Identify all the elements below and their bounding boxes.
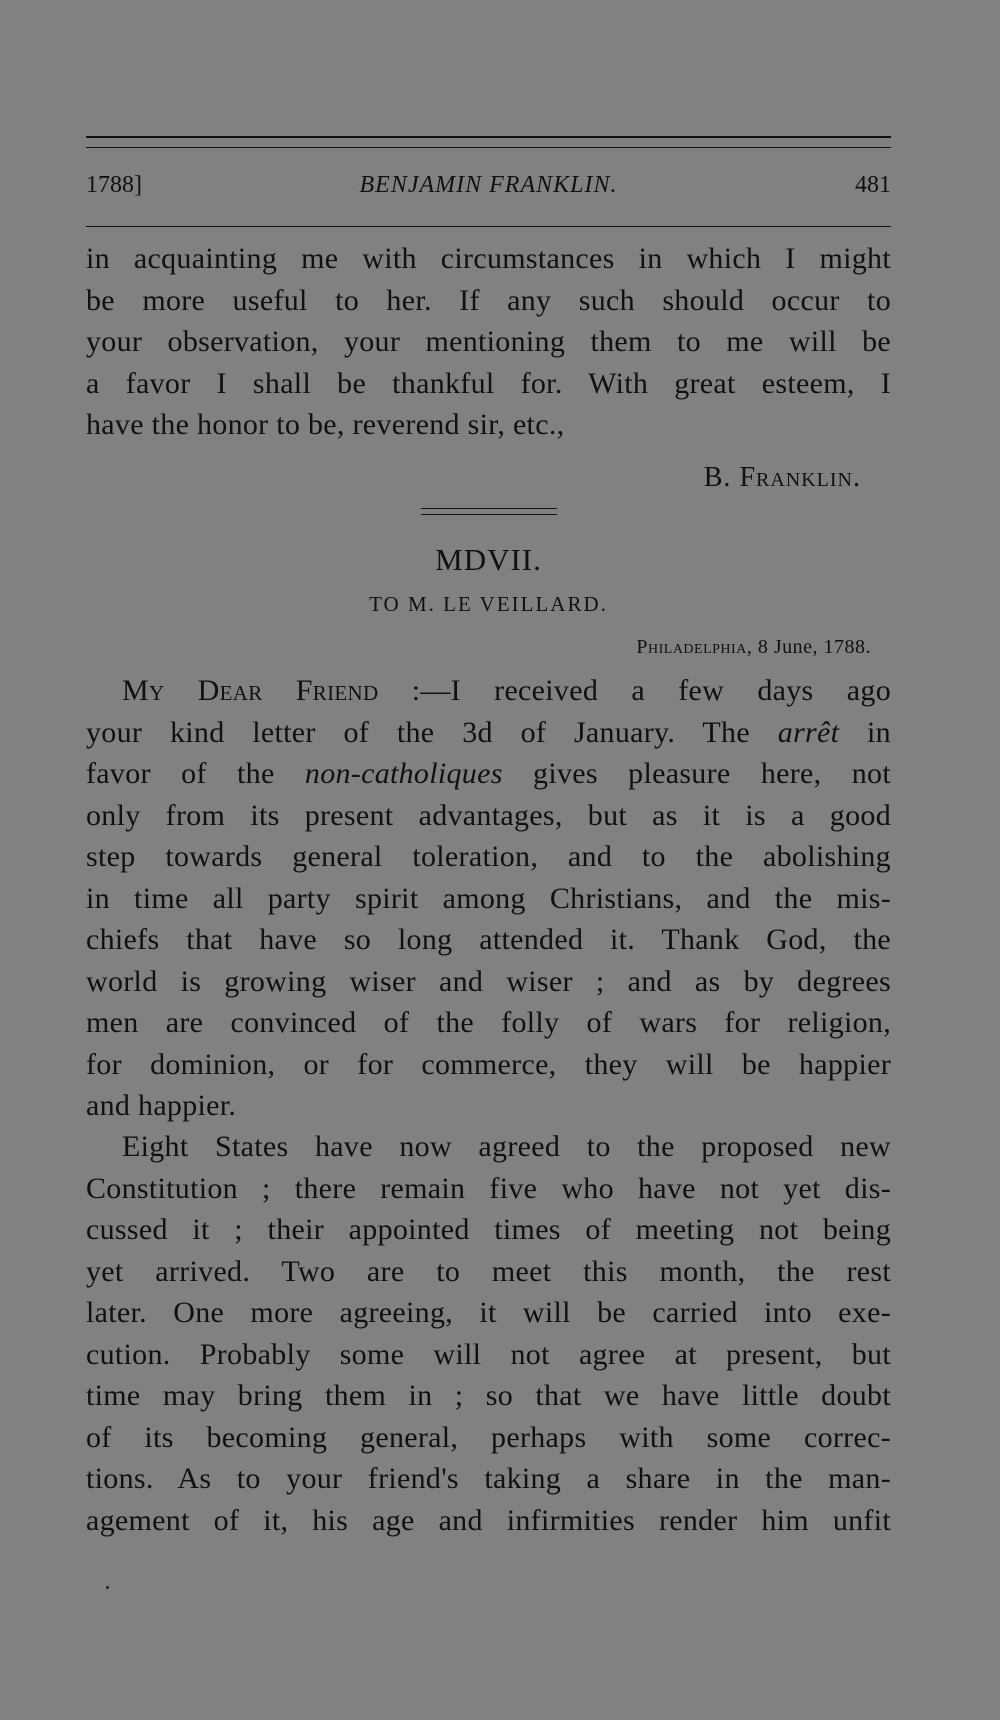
dateline (636, 636, 871, 659)
running-head-year: 1788] (86, 172, 142, 198)
letter-paragraph-2 (86, 1126, 891, 1541)
text-line: be more useful to her. If any such should occur to (86, 283, 891, 317)
letter-paragraph-1 (86, 670, 891, 1127)
text-fragment: in (839, 715, 891, 749)
print-speck (106, 1586, 109, 1589)
running-head (86, 172, 891, 212)
text-fragment: gives pleasure here, not (502, 757, 891, 790)
text-line: later. One more agreeing, it will be carried into exe- (86, 1296, 891, 1329)
text-fragment: :—I received a few days ago (411, 674, 891, 707)
text-line: world is growing wiser and wiser ; and as by degrees (86, 964, 891, 998)
text-line: only from its present advantages, but as it is a good (86, 798, 891, 832)
text-line: men are convinced of the folly of wars for religion, (86, 1006, 891, 1039)
text-line: Constitution ; there remain five who have not yet dis- (86, 1171, 891, 1205)
dateline-place: Philadelphia, (636, 636, 753, 658)
running-head-title: BENJAMIN FRANKLIN. (359, 172, 618, 198)
text-line (86, 712, 891, 754)
letter-recipient: TO M. LE VEILLARD. (369, 592, 608, 616)
text-line: a favor I shall be thankful for. With great esteem, I (86, 366, 891, 400)
text-line: chiefs that have so long attended it. Thank God, the (86, 923, 891, 956)
signature-surname: Franklin. (739, 462, 861, 493)
dateline-date: 8 June, 1788. (757, 636, 871, 658)
text-line: your observation, your mentioning them to me will be (86, 325, 891, 358)
signature-initial: B. (703, 462, 732, 493)
text-fragment: your kind letter of the 3d of January. The (86, 715, 778, 749)
text-line: of its becoming general, perhaps with some correc- (86, 1420, 891, 1454)
signature (704, 462, 861, 494)
text-line: yet arrived. Two are to meet this month, the rest (86, 1254, 891, 1288)
italic-term-arret: arrêt (777, 715, 840, 749)
text-line: tions. As to your friend's taking a share in the man- (86, 1462, 891, 1495)
text-line: Eight States have now agreed to the proposed new (122, 1130, 891, 1163)
text-line: in acquainting me with circumstances in which I might (86, 242, 891, 275)
continuation-paragraph (86, 238, 891, 446)
text-line: for dominion, or for commerce, they will be happier (86, 1047, 891, 1081)
italic-term-non-catholiques: non-catholiques (304, 757, 503, 790)
text-line: time may bring them in ; so that we have little doubt (86, 1379, 891, 1412)
text-line: agement of it, his age and infirmities render him unfit (86, 1503, 891, 1537)
salutation: My Dear Friend (122, 674, 379, 707)
text-line: and happier. (86, 1089, 237, 1122)
page-number: 481 (855, 172, 891, 198)
section-divider-lower (421, 514, 557, 515)
text-line: step towards general toleration, and to the abolishing (86, 840, 891, 873)
section-divider-upper (421, 508, 557, 509)
text-line: cution. Probably some will not agree at present, but (86, 1337, 891, 1371)
text-line: cussed it ; their appointed times of meeting not being (86, 1213, 891, 1246)
letter-number: MDVII. (435, 542, 542, 577)
top-double-rule-upper (86, 136, 891, 138)
text-line (86, 753, 891, 795)
header-rule (86, 226, 891, 227)
top-double-rule-lower (86, 147, 891, 148)
text-line (86, 670, 891, 712)
text-fragment: favor of the (86, 757, 305, 790)
text-line: have the honor to be, reverend sir, etc., (86, 408, 565, 441)
text-line: in time all party spirit among Christians, and the mis- (86, 881, 891, 915)
